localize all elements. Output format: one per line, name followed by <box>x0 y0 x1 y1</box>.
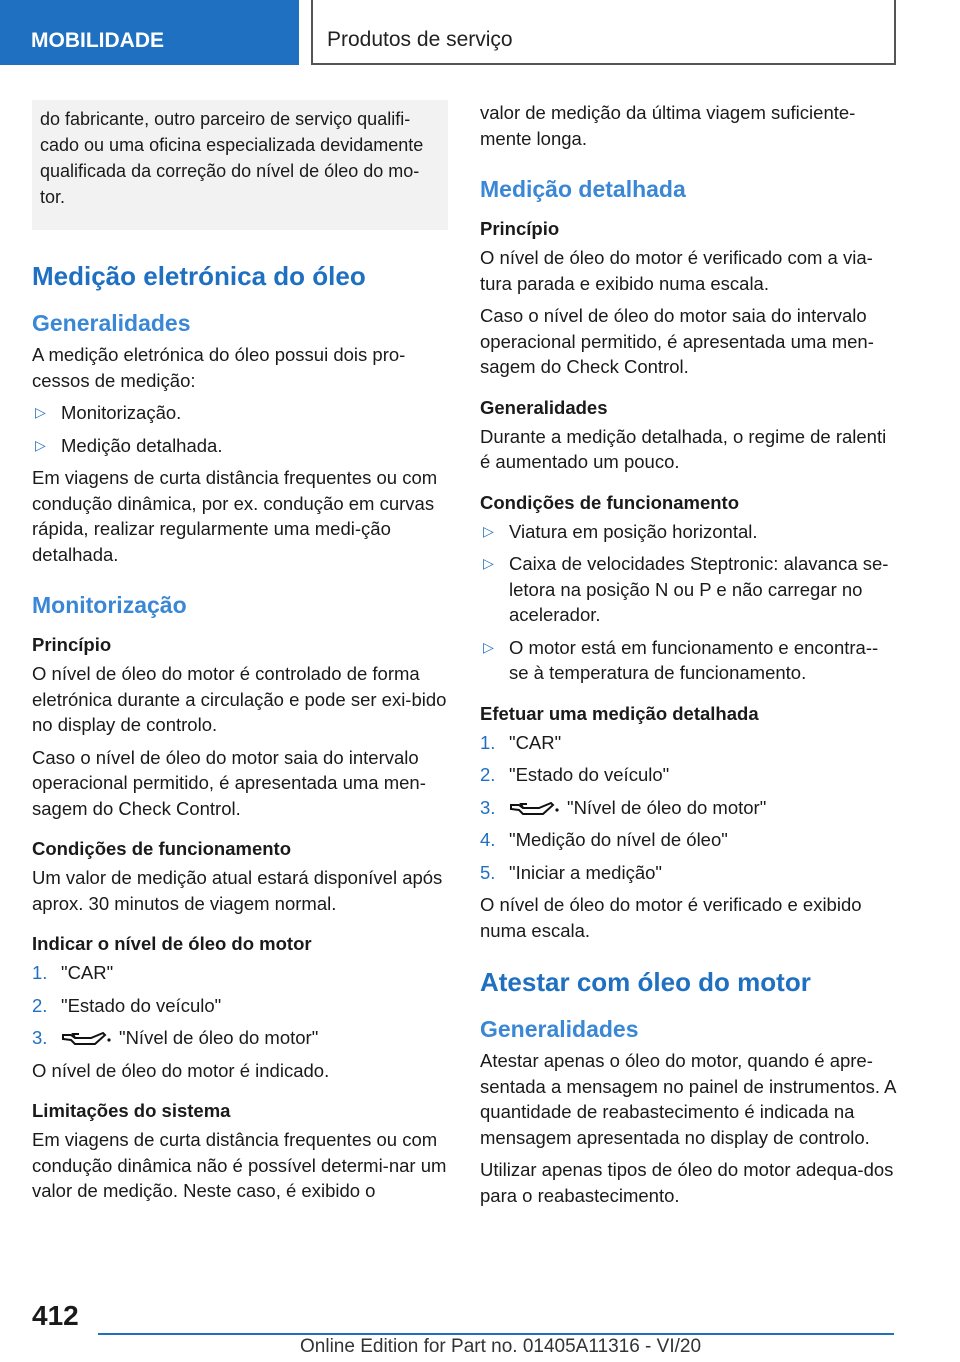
page-number: 412 <box>32 1300 79 1331</box>
paragraph: Em viagens de curta distância frequentes ou com condução dinâmica, por ex. condução em curvas rápida, realizar regularmente uma medi-ção detalhada. <box>32 467 438 565</box>
subheading-conditions: Condições de funcionamento <box>32 838 292 859</box>
chapter-tab <box>311 0 896 65</box>
subheading-conditions: Condições de funcionamento <box>480 491 740 513</box>
paragraph: O nível de óleo do motor é controlado de forma eletrónica durante a circulação e pode ser exi-bido no display de controlo. <box>32 663 447 735</box>
paragraph: valor de medição da última viagem suficiente-mente longa. <box>480 102 856 149</box>
subheading-limitations: Limitações do sistema <box>32 1100 231 1121</box>
triangle-right-icon: ▷ <box>35 436 46 453</box>
list-item: 3. "Nível de óleo do motor" <box>32 1027 319 1048</box>
chapter-title: Produtos de serviço <box>327 28 513 51</box>
heading-monitoring: Monitorização <box>32 592 187 618</box>
triangle-right-icon: ▷ <box>483 555 494 571</box>
paragraph: Utilizar apenas tipos de óleo do motor adequa-dos para o reabastecimento. <box>480 1159 894 1206</box>
subheading-general: Generalidades <box>480 396 608 418</box>
paragraph: Em viagens de curta distância frequentes ou com condução dinâmica não é possível determi-nar um valor de medição. Neste caso, é exibido o <box>32 1129 447 1201</box>
triangle-right-icon: ▷ <box>483 522 494 539</box>
oil-can-icon <box>61 1030 111 1048</box>
list-item: 2. "Estado do veículo" <box>32 994 222 1016</box>
list-item: ▷ O motor está em funcionamento e encontra--se à temperatura de funcionamento. <box>483 636 879 683</box>
paragraph: Um valor de medição atual estará disponível após aprox. 30 minutos de viagem normal. <box>32 867 443 914</box>
list-item: ▷ Monitorização. <box>32 400 448 426</box>
paragraph: O nível de óleo do motor é verificado com a via-tura parada e exibido numa escala. <box>480 247 873 294</box>
heading-general: Generalidades <box>32 310 191 336</box>
list-item: 1. "CAR" <box>32 962 114 983</box>
paragraph: Caso o nível de óleo do motor saia do intervalo operacional permitido, é apresentada uma men-sagem do Check Control. <box>480 305 874 377</box>
heading-general: Generalidades <box>480 1016 639 1042</box>
list-item: ▷ Caixa de velocidades Steptronic: alavanca se-letora na posição N ou P e não carregar no acelerador. <box>483 553 889 625</box>
list-item: 2. "Estado do veículo" <box>480 764 670 785</box>
footer-divider <box>98 1333 894 1335</box>
triangle-right-icon: ▷ <box>35 404 46 420</box>
left-column <box>32 100 448 1211</box>
right-column <box>480 100 896 1215</box>
subheading-principle: Princípio <box>480 218 560 239</box>
paragraph: Atestar apenas o óleo do motor, quando é apre-sentada a mensagem no painel de instrumentos. A quantidade de reabastecimento é indicada na mensagem apresentada no display de controlo. <box>480 1050 896 1148</box>
section-tab <box>0 0 299 65</box>
paragraph: O nível de óleo do motor é indicado. <box>32 1059 330 1081</box>
footer-edition: Online Edition for Part no. 01405A11316 - VI/20 <box>300 1336 702 1357</box>
heading-detailed-measurement: Medição detalhada <box>480 176 686 202</box>
heading-top-up-oil: Atestar com óleo do motor <box>480 967 811 997</box>
list-item: 4. "Medição do nível de óleo" <box>480 829 728 850</box>
subheading-show-oil-level: Indicar o nível de óleo do motor <box>32 933 312 954</box>
paragraph: Durante a medição detalhada, o regime de ralenti é aumentado um pouco. <box>480 425 887 472</box>
paragraph: A medição eletrónica do óleo possui dois pro-cessos de medição: <box>32 344 406 391</box>
note-box: do fabricante, outro parceiro de serviço qualifi-cado ou uma oficina especializada devidamente qualificada da correção do nível de óleo do mo-tor. <box>32 100 448 230</box>
paragraph: Caso o nível de óleo do motor saia do intervalo operacional permitido, é apresentada uma men-sagem do Check Control. <box>32 746 426 819</box>
heading-electronic-oil: Medição eletrónica do óleo <box>32 261 366 291</box>
list-item: ▷ Viatura em posição horizontal. <box>480 519 896 545</box>
oil-can-icon <box>509 800 559 818</box>
list-item: 3. "Nível de óleo do motor" <box>480 796 767 818</box>
section-title: MOBILIDADE <box>31 29 164 52</box>
list-item: ▷ Medição detalhada. <box>32 433 448 459</box>
subheading-perform-measurement: Efetuar uma medição detalhada <box>480 702 759 724</box>
list-item: 5. "Iniciar a medição" <box>480 861 662 883</box>
list-item: 1. "CAR" <box>480 731 562 753</box>
paragraph: O nível de óleo do motor é verificado e exibido numa escala. <box>480 894 862 941</box>
subheading-principle: Princípio <box>32 634 112 655</box>
triangle-right-icon: ▷ <box>483 638 494 655</box>
